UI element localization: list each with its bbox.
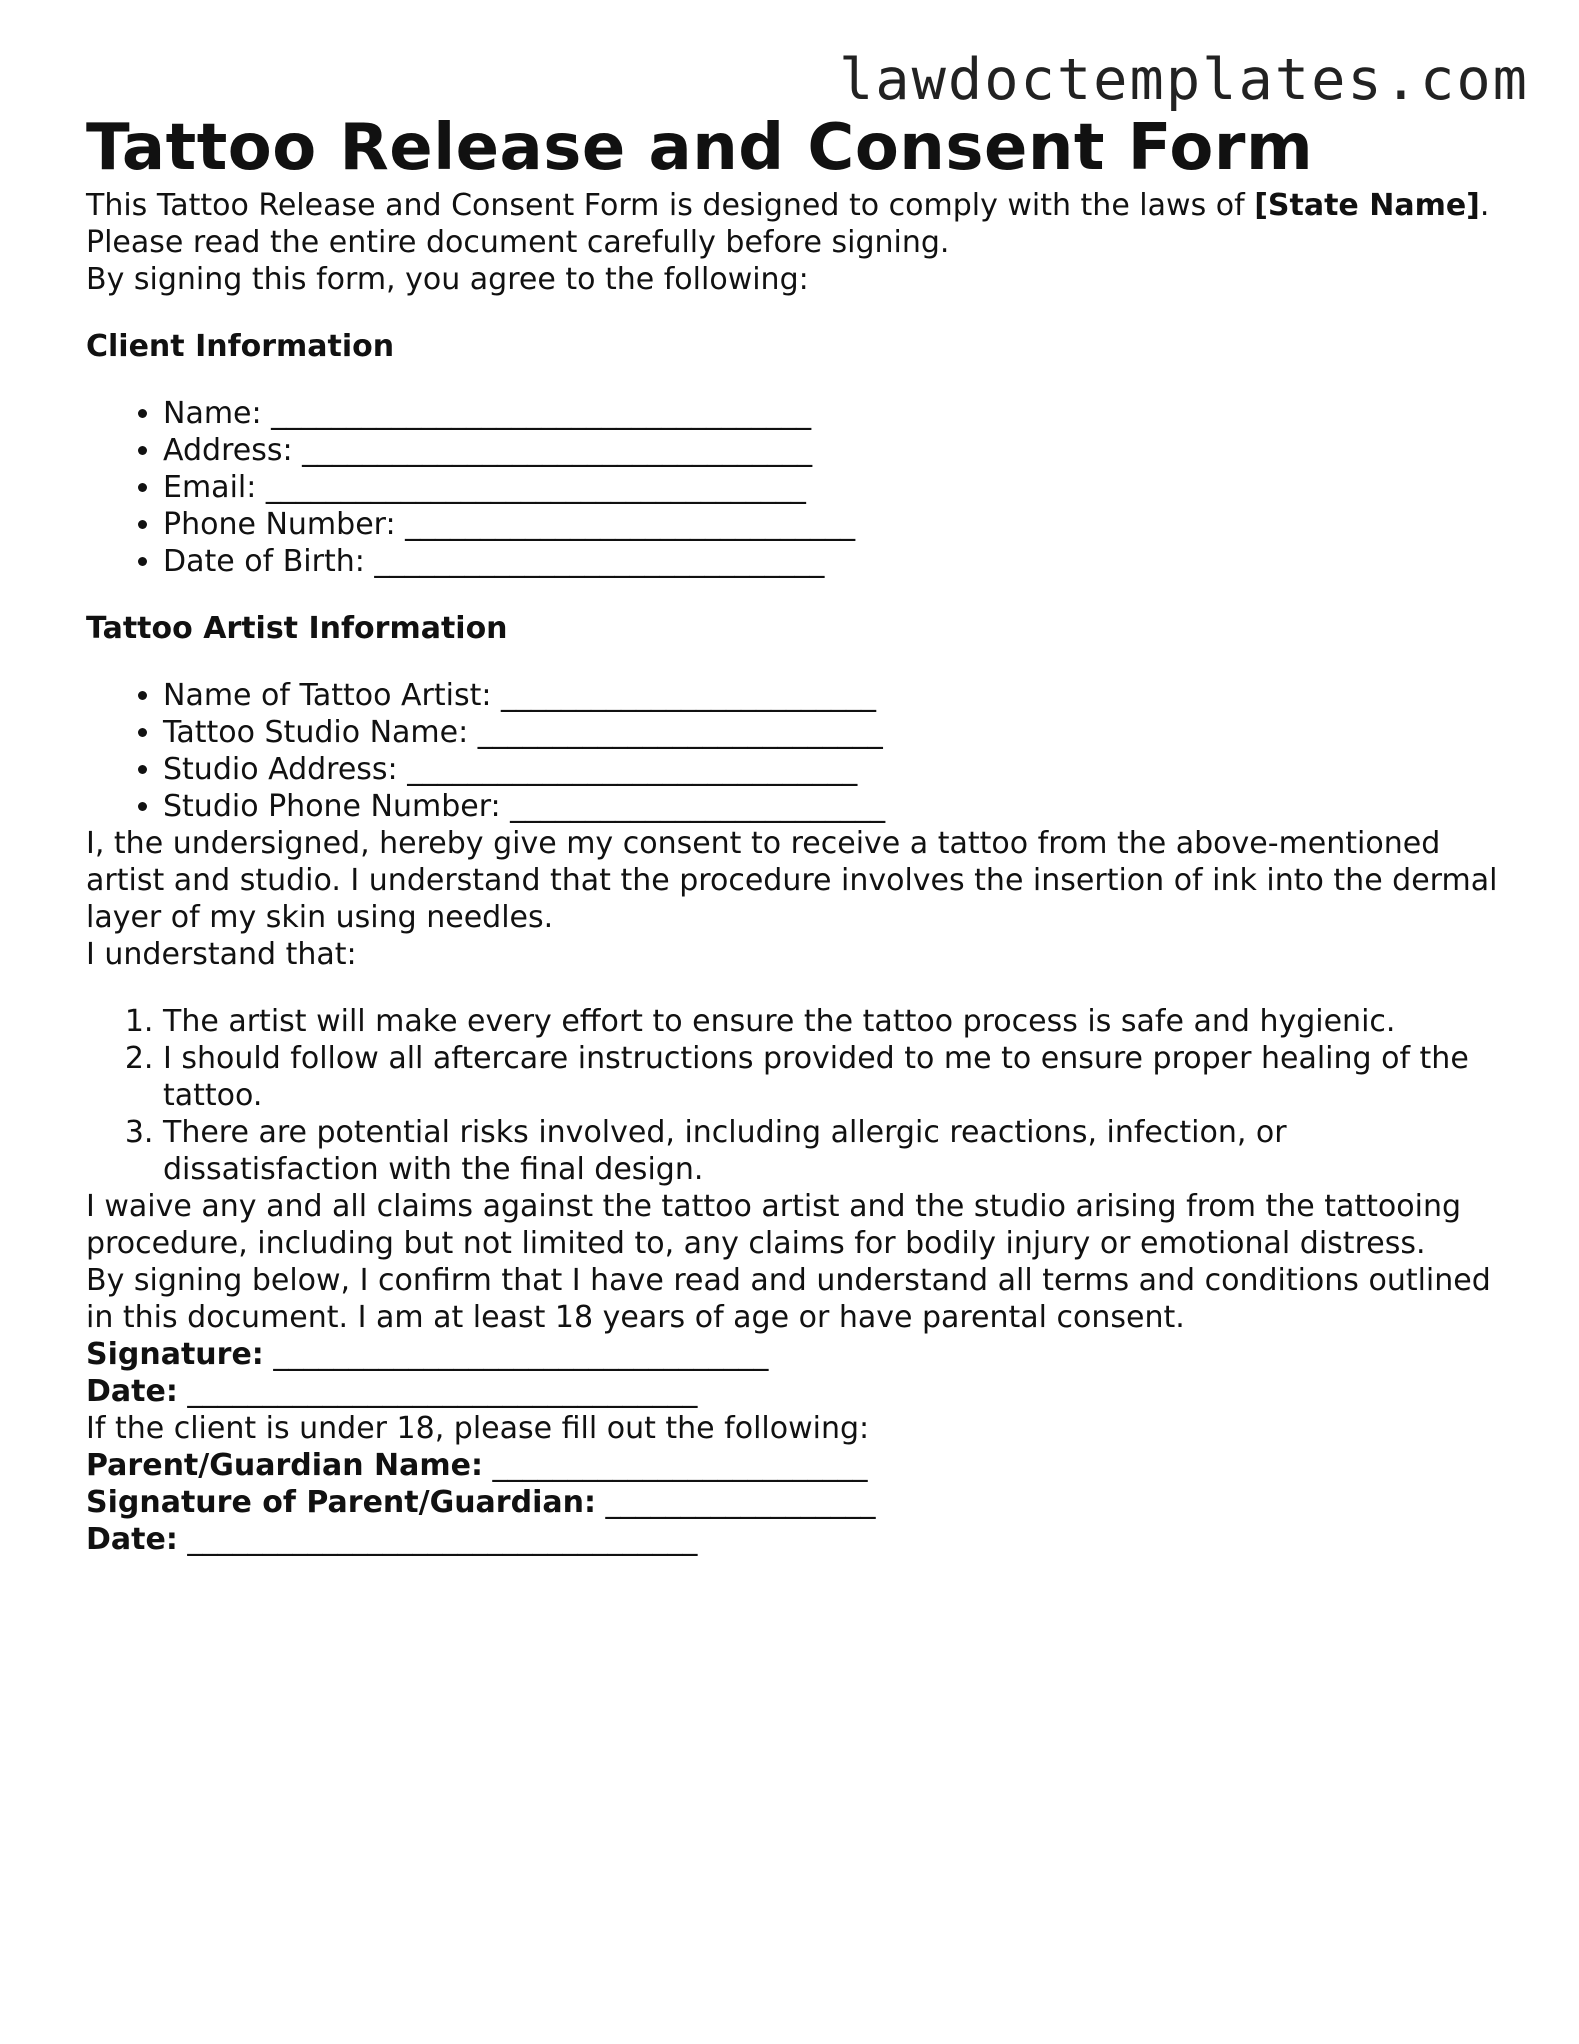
date-line[interactable]: __________________________________ bbox=[177, 1373, 698, 1409]
intro-paragraph bbox=[86, 187, 1506, 261]
minor-paragraph: If the client is under 18, please fill out the following: bbox=[86, 1410, 870, 1446]
guardian-date-label: Date: bbox=[86, 1521, 178, 1557]
client-name-field[interactable]: • Name: ____________________________________ bbox=[163, 395, 1506, 432]
artist-info-list bbox=[86, 677, 1506, 825]
intro-before: This Tattoo Release and Consent Form is designed to comply with the laws of bbox=[86, 187, 1255, 223]
guardian-name-label: Parent/Guardian Name: bbox=[86, 1447, 484, 1483]
consent-paragraph: I, the undersigned, hereby give my consent to receive a tattoo from the above-mentioned artist and studio. I understand that the procedure involves the insertion of ink into the dermal layer of my skin using needles. bbox=[86, 825, 1498, 935]
client-phone-field[interactable]: • Phone Number: ______________________________ bbox=[163, 506, 1506, 543]
guardian-signature-label: Signature of Parent/Guardian: bbox=[86, 1484, 596, 1520]
guardian-date-line[interactable]: __________________________________ bbox=[177, 1521, 698, 1557]
understand-item-1: 1. The artist will make every effort to ensure the tattoo process is safe and hygienic. bbox=[163, 1003, 1506, 1040]
document-page bbox=[86, 110, 1506, 1558]
understand-item-3: 3. There are potential risks involved, including allergic reactions, infection, or dissatisfaction with the final design. bbox=[163, 1114, 1506, 1188]
studio-phone-field[interactable]: • Studio Phone Number: _________________________ bbox=[163, 788, 1506, 825]
signature-line[interactable]: _________________________________ bbox=[263, 1336, 769, 1372]
watermark: lawdoctemplates.com bbox=[838, 47, 1529, 113]
date-label: Date: bbox=[86, 1373, 178, 1409]
studio-address-field[interactable]: • Studio Address: ______________________________ bbox=[163, 751, 1506, 788]
understand-paragraph: I understand that: bbox=[86, 936, 357, 972]
page-title: Tattoo Release and Consent Form bbox=[86, 111, 1314, 185]
understand-list bbox=[86, 1003, 1506, 1188]
confirm-paragraph: By signing below, I confirm that I have read and understand all terms and conditions outlined in this document. I am at least 18 years of age or have parental consent. bbox=[86, 1262, 1491, 1335]
client-dob-field[interactable]: • Date of Birth: ______________________________ bbox=[163, 543, 1506, 580]
client-email-field[interactable]: • Email: ____________________________________ bbox=[163, 469, 1506, 506]
client-address-field[interactable]: • Address: __________________________________ bbox=[163, 432, 1506, 469]
artist-info-heading: Tattoo Artist Information bbox=[86, 610, 508, 646]
signature-label: Signature: bbox=[86, 1336, 264, 1372]
guardian-date-field[interactable] bbox=[86, 1521, 1506, 1558]
client-info-list bbox=[86, 395, 1506, 580]
understand-item-2: 2. I should follow all aftercare instructions provided to me to ensure proper healing of the tattoo. bbox=[163, 1040, 1506, 1114]
guardian-signature-field[interactable] bbox=[86, 1484, 1506, 1521]
agree-paragraph: By signing this form, you agree to the following: bbox=[86, 261, 809, 297]
signature-field[interactable] bbox=[86, 1336, 1506, 1373]
guardian-name-line[interactable]: _________________________ bbox=[483, 1447, 868, 1483]
state-name-placeholder: [State Name] bbox=[1254, 187, 1480, 223]
intro-after: . Please read the entire document carefully before signing. bbox=[86, 187, 1490, 260]
studio-name-field[interactable]: • Tattoo Studio Name: ___________________________ bbox=[163, 714, 1506, 751]
guardian-signature-line[interactable]: __________________ bbox=[595, 1484, 876, 1520]
artist-name-field[interactable]: • Name of Tattoo Artist: _________________________ bbox=[163, 677, 1506, 714]
waiver-paragraph: I waive any and all claims against the tattoo artist and the studio arising from the tattooing procedure, including but not limited to, any claims for bodily injury or emotional distress. bbox=[86, 1188, 1462, 1261]
client-info-heading: Client Information bbox=[86, 328, 395, 364]
date-field[interactable] bbox=[86, 1373, 1506, 1410]
guardian-name-field[interactable] bbox=[86, 1447, 1506, 1484]
